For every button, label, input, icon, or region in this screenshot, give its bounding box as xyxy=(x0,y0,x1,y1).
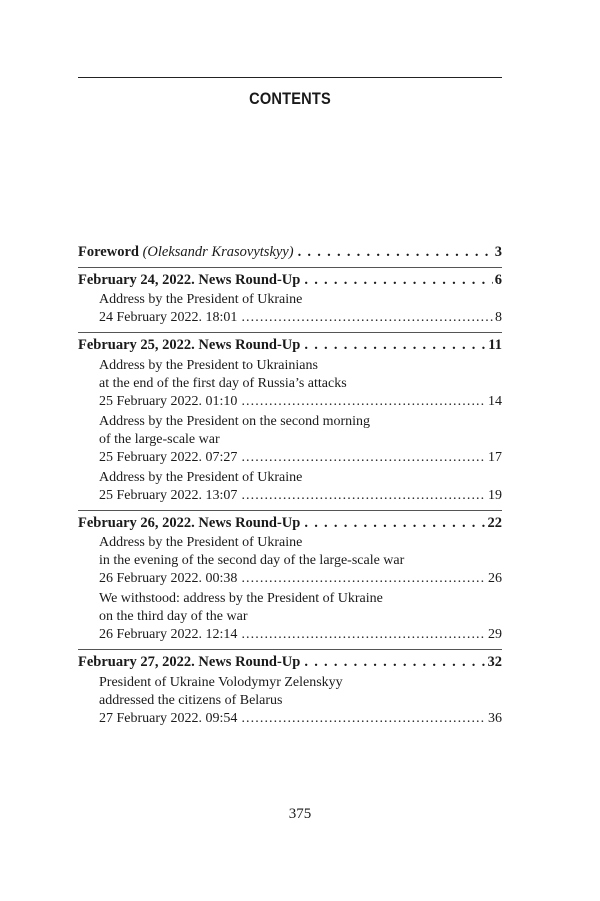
toc-entry[interactable] xyxy=(78,674,502,728)
dot-leader xyxy=(241,449,486,467)
page-number: 375 xyxy=(288,806,312,822)
entry-title-line: Address by the President of Ukraine xyxy=(99,292,303,307)
section-page-number: 32 xyxy=(487,654,502,670)
section-title: February 24, 2022. News Round-Up xyxy=(78,271,301,288)
entry-title-line: President of Ukraine Volodymyr Zelenskyy xyxy=(99,674,343,690)
toc-section-heading[interactable] xyxy=(78,336,502,355)
toc-entry[interactable] xyxy=(78,590,502,644)
dot-leader xyxy=(241,393,486,411)
dot-leader xyxy=(304,271,492,290)
dot-leader xyxy=(241,487,486,505)
entry-page-number: 8 xyxy=(495,310,502,325)
dot-leader xyxy=(241,570,486,588)
section-page-number: 22 xyxy=(487,514,502,531)
dot-leader xyxy=(304,514,485,533)
dot-leader xyxy=(241,710,486,728)
section-page-number: 6 xyxy=(494,271,502,288)
entry-date: 24 February 2022. 18:01 xyxy=(99,310,238,325)
toc-entry[interactable] xyxy=(78,413,502,467)
entry-date: 26 February 2022. 00:38 xyxy=(99,571,238,586)
toc-section xyxy=(78,268,502,334)
entry-title-line: Address by the President of Ukraine xyxy=(99,469,303,485)
entry-title-line: of the large-scale war xyxy=(99,431,220,447)
toc-section-heading[interactable] xyxy=(78,243,502,262)
toc-section xyxy=(78,333,502,511)
entry-date: 25 February 2022. 07:27 xyxy=(99,449,238,465)
section-title: February 26, 2022. News Round-Up xyxy=(78,514,301,531)
toc-entry[interactable] xyxy=(78,469,502,505)
entry-page-number: 36 xyxy=(488,710,502,726)
entry-title-line: at the end of the first day of Russia’s attacks xyxy=(99,375,347,391)
entry-page-number: 17 xyxy=(488,449,502,465)
dot-leader xyxy=(304,653,485,672)
entry-date: 27 February 2022. 09:54 xyxy=(99,710,238,726)
entry-title-line: in the evening of the second day of the large-scale war xyxy=(99,553,405,568)
toc-section-heading[interactable] xyxy=(78,514,502,533)
toc-section xyxy=(78,240,502,268)
entry-title-line: on the third day of the war xyxy=(99,609,248,624)
entry-page-number: 26 xyxy=(488,571,502,586)
toc-entry[interactable] xyxy=(78,291,502,327)
toc-section xyxy=(78,511,502,651)
entry-title-line: Address by the President of Ukraine xyxy=(99,535,303,550)
entry-date: 26 February 2022. 12:14 xyxy=(99,627,238,642)
dot-leader xyxy=(241,626,486,644)
entry-date: 25 February 2022. 13:07 xyxy=(99,487,238,503)
entry-date: 25 February 2022. 01:10 xyxy=(99,393,238,409)
section-title: February 27, 2022. News Round-Up xyxy=(78,654,301,670)
entry-page-number: 14 xyxy=(488,393,502,409)
section-author: (Oleksandr Krasovytskyy) xyxy=(142,244,294,260)
dot-leader xyxy=(304,336,486,355)
top-rule xyxy=(78,77,502,78)
entry-title-line: Address by the President to Ukrainians xyxy=(99,357,318,373)
dot-leader xyxy=(298,243,493,262)
dot-leader xyxy=(241,309,493,327)
table-of-contents xyxy=(78,240,502,733)
page-title: CONTENTS xyxy=(249,89,331,108)
toc-section xyxy=(78,650,502,733)
toc-section-heading[interactable] xyxy=(78,653,502,672)
section-title: February 25, 2022. News Round-Up xyxy=(78,337,301,353)
toc-section-heading[interactable] xyxy=(78,271,502,290)
entry-title-line: Address by the President on the second morning xyxy=(99,413,371,429)
section-page-number: 11 xyxy=(488,337,502,353)
toc-entry[interactable] xyxy=(78,534,502,588)
entry-title-line: We withstood: address by the President of Ukraine xyxy=(99,591,383,606)
entry-page-number: 29 xyxy=(488,627,502,642)
section-title: Foreword xyxy=(78,244,139,260)
entry-page-number: 19 xyxy=(488,487,502,503)
toc-entry[interactable] xyxy=(78,357,502,411)
section-page-number: 3 xyxy=(494,244,502,260)
entry-title-line: addressed the citizens of Belarus xyxy=(99,692,283,708)
